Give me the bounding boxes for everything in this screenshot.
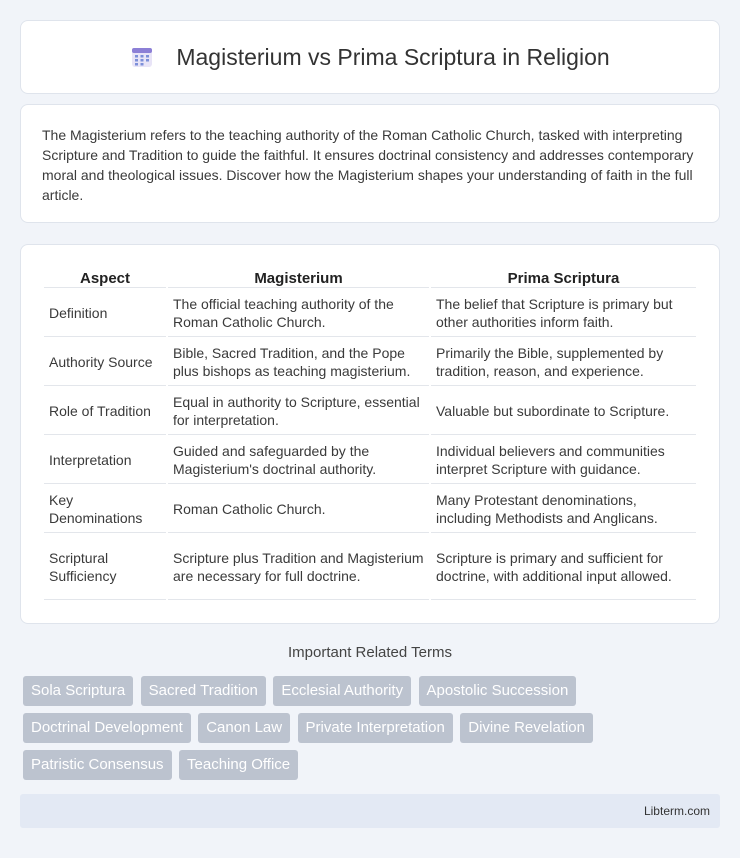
page-title: Magisterium vs Prima Scriptura in Religion [176,43,610,70]
related-term-tag[interactable]: Ecclesial Authority [273,676,411,706]
table-row [44,535,696,600]
row-magisterium: Equal in authority to Scripture, essential for interpretation. [168,388,429,435]
row-aspect: Scriptural Sufficiency [44,535,166,600]
table-row [44,388,696,435]
table-row [44,290,696,337]
related-term-tag[interactable]: Canon Law [198,713,290,743]
footer-site-link[interactable]: Libterm.com [643,804,710,818]
row-aspect: Key Denominations [44,486,166,533]
table-row [44,486,696,533]
related-term-tag[interactable]: Apostolic Succession [419,676,577,706]
related-term-tag[interactable]: Private Interpretation [298,713,453,743]
comparison-table-card [20,244,720,624]
related-term-tag[interactable]: Divine Revelation [460,713,593,743]
row-magisterium: Scripture plus Tradition and Magisterium are necessary for full doctrine. [168,535,429,600]
related-term-tag[interactable]: Patristic Consensus [23,750,172,780]
row-magisterium: Guided and safeguarded by the Magisterium's doctrinal authority. [168,437,429,484]
row-aspect: Role of Tradition [44,388,166,435]
title-card [20,20,720,94]
calendar-icon [130,45,154,69]
row-magisterium: Roman Catholic Church. [168,486,429,533]
header-magisterium: Magisterium [168,266,429,288]
intro-text: The Magisterium refers to the teaching authority of the Roman Catholic Church, tasked with interpreting Scripture and Tradition to guide the faithful. It ensures doctrinal consistency and addresses contemporary moral and theological issues. Discover how the Magisterium shapes your understanding of faith in the full article. [42,127,694,203]
row-aspect: Definition [44,290,166,337]
header-prima-scriptura: Prima Scriptura [431,266,696,288]
row-magisterium: Bible, Sacred Tradition, and the Pope plus bishops as teaching magisterium. [168,339,429,386]
row-prima-scriptura: Many Protestant denominations, including Methodists and Anglicans. [431,486,696,533]
table-row [44,437,696,484]
related-terms-list [23,676,723,787]
comparison-table [42,264,698,602]
row-aspect: Authority Source [44,339,166,386]
row-magisterium: The official teaching authority of the Roman Catholic Church. [168,290,429,337]
footer [20,794,720,828]
related-term-tag[interactable]: Sacred Tradition [141,676,266,706]
related-term-tag[interactable]: Doctrinal Development [23,713,191,743]
related-term-tag[interactable]: Teaching Office [179,750,298,780]
table-header-row [44,266,696,288]
table-row [44,339,696,386]
header-aspect: Aspect [44,266,166,288]
row-prima-scriptura: Individual believers and communities interpret Scripture with guidance. [431,437,696,484]
intro-card [20,104,720,223]
row-prima-scriptura: The belief that Scripture is primary but other authorities inform faith. [431,290,696,337]
related-terms-title: Important Related Terms [288,644,452,661]
related-term-tag[interactable]: Sola Scriptura [23,676,133,706]
row-aspect: Interpretation [44,437,166,484]
row-prima-scriptura: Scripture is primary and sufficient for doctrine, with additional input allowed. [431,535,696,600]
row-prima-scriptura: Primarily the Bible, supplemented by tradition, reason, and experience. [431,339,696,386]
row-prima-scriptura: Valuable but subordinate to Scripture. [431,388,696,435]
